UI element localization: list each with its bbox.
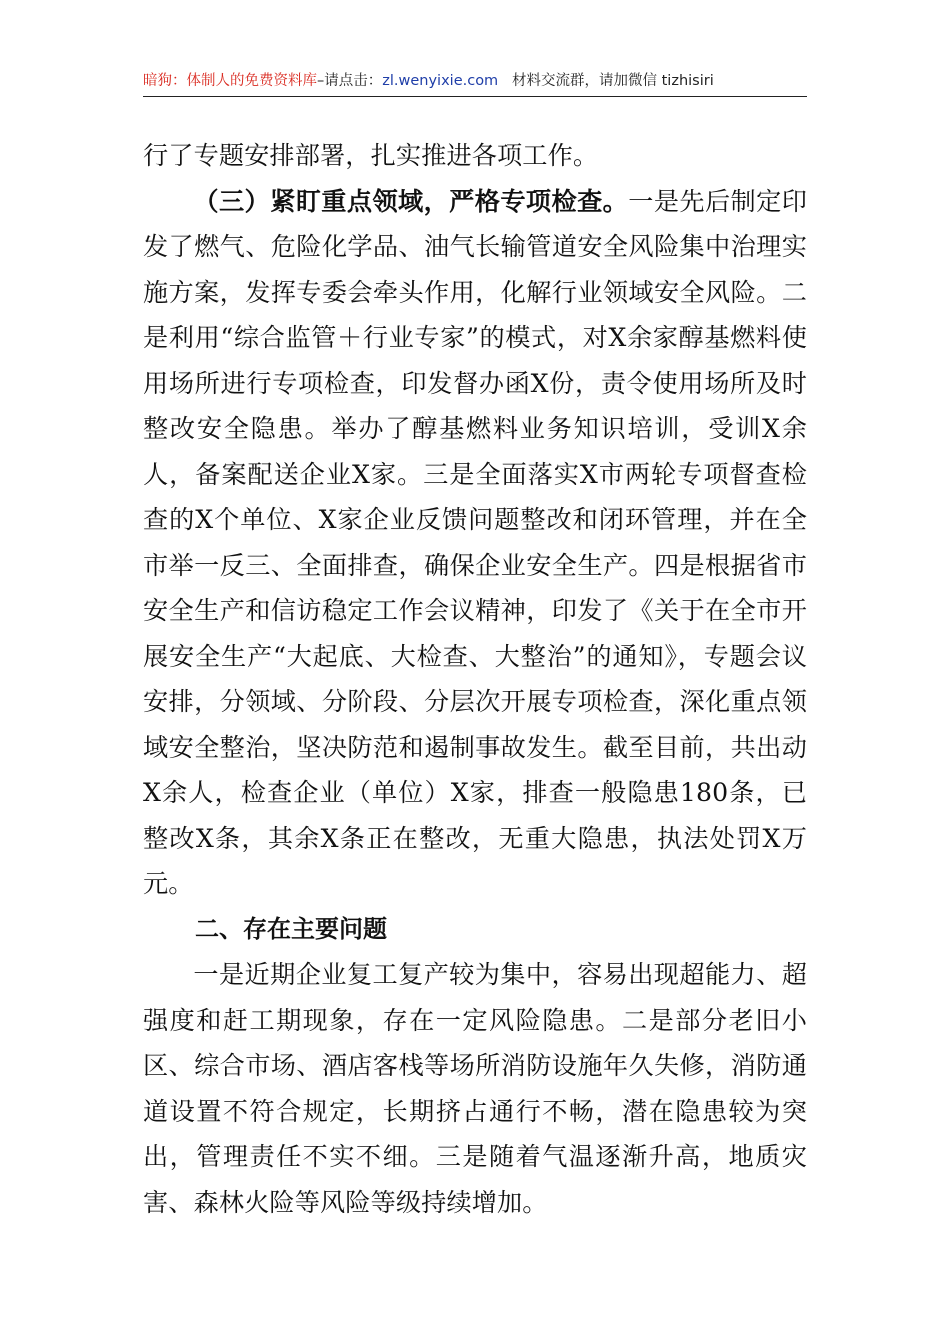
subsection-heading: （三）紧盯重点领域，严格专项检查。 (193, 185, 629, 216)
paragraph-continuation: 行了专题安排部署，扎实推进各项工作。 (143, 141, 599, 170)
section-title: 二、存在主要问题 (195, 914, 387, 943)
document-body (143, 133, 807, 1225)
header-wechat-note: 材料交流群，请加微信 tizhisiri (512, 73, 714, 89)
page-header (143, 66, 807, 97)
header-brand: 暗狗：体制人的免费资料库 (143, 73, 317, 89)
paragraph-section-3 (143, 179, 807, 907)
header-url-link[interactable]: zl.wenyixie.com (382, 73, 499, 89)
subsection-text: 一是先后制定印发了燃气、危险化学品、油气长输管道安全风险集中治理实施方案，发挥专委会牵头作用，化解行业领域安全风险。二是利用“综合监管＋行业专家”的模式，对X余家醇基燃料使用场所进行专项检查，印发督办函X份，责令使用场所及时整改安全隐患。举办了醇基燃料业务知识培训，受训X余人，备案配送企业X家。三是全面落实X市两轮专项督查检查的X个单位、X家企业反馈问题整改和闭环管理，并在全市举一反三、全面排查，确保企业安全生产。四是根据省市安全生产和信访稳定工作会议精神，印发了《关于在全市开展安全生产“大起底、大检查、大整治”的通知》，专题会议安排，分领域、分阶段、分层次开展专项检查，深化重点领域安全整治，坚决防范和遏制事故发生。截至目前，共出动X余人，检查企业（单位）X家，排查一般隐患180条，已整改X条，其余X条正在整改，无重大隐患，执法处罚X万元。 (143, 186, 807, 898)
paragraph-problems: 一是近期企业复工复产较为集中，容易出现超能力、超强度和赶工期现象，存在一定风险隐患。二是部分老旧小区、综合市场、酒店客栈等场所消防设施年久失修，消防通道设置不符合规定，长期挤占通行不畅，潜在隐患较为突出，管理责任不实不细。三是随着气温逐渐升高，地质灾害、森林火险等风险等级持续增加。 (143, 960, 807, 1217)
header-prompt: –请点击： (317, 73, 383, 89)
